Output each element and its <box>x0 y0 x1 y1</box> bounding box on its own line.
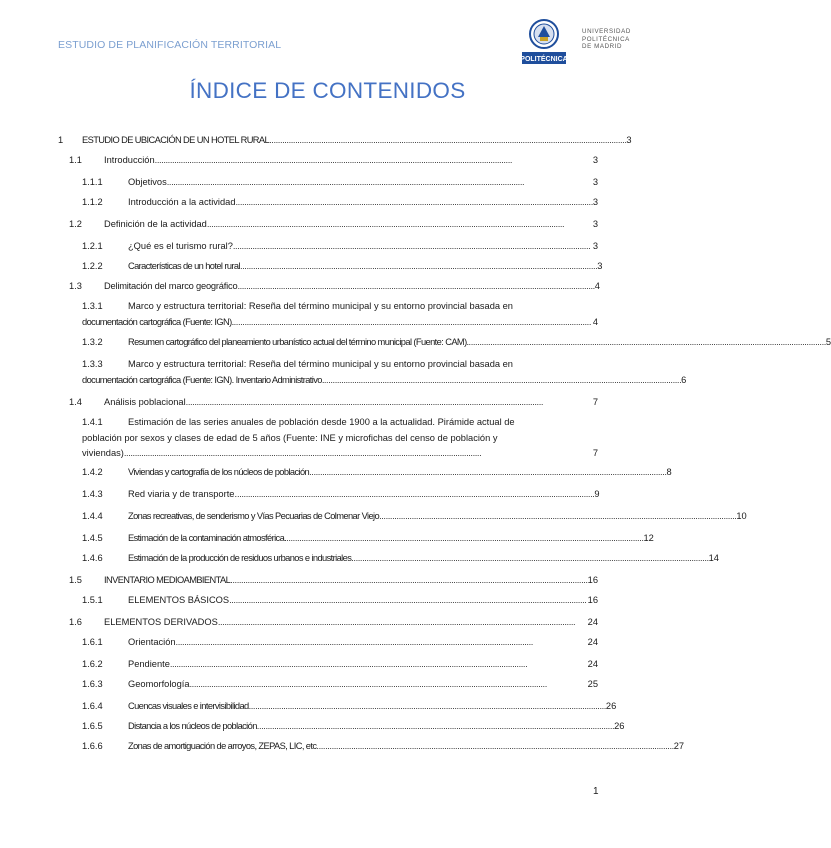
toc-entry-number: 1.4.4 <box>82 511 103 521</box>
toc-entry-number: 1 <box>58 135 64 145</box>
toc-entry-number: 1.2 <box>69 219 82 229</box>
toc-entry-title: Introducción <box>104 155 155 165</box>
toc-entry-number: 1.6.4 <box>82 701 103 711</box>
toc-entry-title: Orientación <box>128 637 176 647</box>
toc-entry-number: 1.3 <box>69 281 82 291</box>
running-header-title: ESTUDIO DE PLANIFICACIÓN TERRITORIAL <box>58 39 282 51</box>
toc-entry-number: 1.4.2 <box>82 467 103 477</box>
toc-entry-number: 1.5.1 <box>82 595 103 605</box>
toc-entry[interactable] <box>82 509 747 525</box>
toc-entry-page: 16 <box>587 575 598 585</box>
toc-entry[interactable] <box>82 487 598 503</box>
university-name-line: UNIVERSIDAD <box>582 28 631 35</box>
toc-entry-number: 1.6.2 <box>82 659 103 669</box>
toc-entry-page: 3 <box>592 177 598 187</box>
toc-entry-title: Distancia a los núcleos de población <box>128 721 257 731</box>
toc-entry[interactable] <box>69 217 598 233</box>
toc-entry-number: 1.5 <box>69 575 82 585</box>
toc-entry-page: 7 <box>592 448 598 458</box>
page-number: 1 <box>593 786 599 797</box>
toc-entry-title: Geomorfología <box>128 679 190 689</box>
toc-entry-number: 1.1.2 <box>82 197 103 207</box>
toc-entry-page: 25 <box>587 679 598 689</box>
toc-entry-title-line: Marco y estructura territorial: Reseña del término municipal y su entorno provincial basada en <box>128 359 513 369</box>
toc-entry-page: 3 <box>592 155 598 165</box>
toc-entry-title: Zonas de amortiguación de arroyos, ZEPAS, LIC, etc <box>128 741 317 751</box>
toc-entry[interactable] <box>82 551 719 567</box>
toc-entry-page: 6 <box>681 374 687 385</box>
university-name-line: POLITÉCNICA <box>582 35 630 43</box>
toc-entry-number: 1.6.5 <box>82 721 103 731</box>
toc-entry-title: ¿Qué es el turismo rural? <box>128 241 233 251</box>
toc-entry[interactable] <box>69 573 598 589</box>
toc-leader-dots <box>155 153 592 169</box>
toc-leader-dots <box>186 395 592 411</box>
toc-leader-dots <box>269 133 625 149</box>
toc-entry-title: Definición de la actividad <box>104 219 207 229</box>
toc-entry[interactable] <box>82 175 598 191</box>
toc-leader-dots <box>234 315 592 331</box>
toc-leader-dots <box>170 657 587 673</box>
toc-leader-dots <box>237 487 593 503</box>
toc-entry-page: 24 <box>587 617 598 627</box>
toc-entry-page: 16 <box>587 595 598 605</box>
toc-leader-dots <box>240 259 596 275</box>
toc-leader-dots <box>229 593 587 609</box>
toc-entry-page: 24 <box>587 659 598 669</box>
toc-entry[interactable] <box>82 677 598 693</box>
toc-entry-title-line: Marco y estructura territorial: Reseña del término municipal y su entorno provincial basada en <box>128 301 513 311</box>
toc-leader-dots <box>167 175 592 191</box>
toc-entry-number: 1.4.3 <box>82 489 103 499</box>
toc-leader-dots <box>379 509 735 525</box>
toc-entry-page: 5 <box>825 337 831 347</box>
toc-entry[interactable] <box>69 615 598 631</box>
toc-leader-dots <box>176 635 587 651</box>
toc-entry[interactable] <box>82 739 685 755</box>
toc-entry-number: 1.2.1 <box>82 241 103 251</box>
toc-entry-number: 1.6.3 <box>82 679 103 689</box>
toc-entry-title: Viviendas y cartografía de los núcleos de población <box>128 467 310 477</box>
toc-leader-dots <box>316 739 672 755</box>
toc-entry-title-line: documentación cartográfica (Fuente: IGN). <box>82 316 234 327</box>
toc-entry-title: INVENTARIO MEDIOAMBIENTAL <box>104 575 231 585</box>
toc-entry-page: 4 <box>592 316 598 327</box>
toc-entry-title: Resumen cartográfico del planeamiento urbanístico actual del término municipal (Fuente: CAM). <box>128 337 469 347</box>
toc-leader-dots <box>233 239 592 255</box>
toc-entry-page: 9 <box>594 489 600 499</box>
toc-entry-title-line: viviendas) <box>82 448 124 458</box>
toc-entry-title: ESTUDIO DE UBICACIÓN DE UN HOTEL RURAL <box>82 135 270 145</box>
toc-leader-dots <box>469 335 825 351</box>
toc-entry[interactable] <box>82 593 598 609</box>
toc-entry-number: 1.1 <box>69 155 82 165</box>
page-title: ÍNDICE DE CONTENIDOS <box>189 78 466 103</box>
toc-entry-number: 1.2.2 <box>82 261 103 271</box>
toc-leader-dots <box>286 531 642 547</box>
toc-entry-page: 14 <box>708 553 719 563</box>
toc-entry-title-line: Estimación de las series anuales de población desde 1900 a la actualidad. Pirámide actual de <box>128 417 515 427</box>
toc-entry[interactable] <box>69 279 598 295</box>
toc-entry[interactable] <box>82 299 598 330</box>
toc-entry[interactable] <box>82 259 603 275</box>
toc-leader-dots <box>309 465 665 481</box>
toc-entry-title: Delimitación del marco geográfico <box>104 281 238 291</box>
toc-entry[interactable] <box>82 465 672 481</box>
toc-entry-number: 1.4.6 <box>82 553 103 563</box>
toc-entry[interactable] <box>69 395 598 411</box>
toc-entry-number: 1.6 <box>69 617 82 627</box>
toc-entry-page: 26 <box>605 701 617 711</box>
toc-entry[interactable] <box>82 699 617 715</box>
toc-entry-number: 1.1.1 <box>82 177 103 187</box>
toc-entry-title: ELEMENTOS BÁSICOS <box>128 595 230 605</box>
toc-entry-title: Características de un hotel rural <box>128 261 240 271</box>
upm-crest-icon <box>522 17 566 65</box>
toc-entry-title-line: población por sexos y clases de edad de 5 años (Fuente: INE y microfichas del censo de población y <box>82 432 498 443</box>
toc-entry-title: Introducción a la actividad <box>128 197 236 207</box>
toc-entry-title: Análisis poblacional <box>104 397 186 407</box>
toc-entry-page: 24 <box>587 637 598 647</box>
toc-leader-dots <box>190 677 587 693</box>
toc-leader-dots <box>124 446 592 462</box>
logo-band-text: POLITÉCNICA <box>520 56 568 63</box>
toc-entry[interactable] <box>82 635 598 651</box>
toc-leader-dots <box>324 373 680 389</box>
toc-leader-dots <box>249 699 605 715</box>
university-name <box>582 28 631 51</box>
toc-entry[interactable] <box>82 239 598 255</box>
toc-entry[interactable] <box>82 657 598 673</box>
toc-entry-number: 1.4.5 <box>82 533 103 543</box>
toc-entry[interactable] <box>82 531 654 547</box>
university-logo <box>518 17 633 65</box>
toc-entry-page: 4 <box>594 281 600 291</box>
toc-entry-page: 3 <box>592 241 598 251</box>
toc-entry-page: 3 <box>626 135 632 145</box>
toc-leader-dots <box>237 279 593 295</box>
toc-entry[interactable] <box>82 357 687 388</box>
toc-entry-page: 3 <box>592 197 598 207</box>
toc-entry-page: 3 <box>597 261 603 271</box>
toc-entry-page: 12 <box>643 533 654 543</box>
toc-entry-number: 1.3.3 <box>82 359 103 369</box>
toc-leader-dots <box>218 615 587 631</box>
toc-entry-page: 26 <box>614 721 625 731</box>
toc-entry-number: 1.3.2 <box>82 337 103 347</box>
toc-entry-number: 1.6.6 <box>82 741 103 751</box>
toc-leader-dots <box>230 573 586 589</box>
toc-entry-title: Objetivos <box>128 177 167 187</box>
toc-entry-page: 3 <box>592 219 598 229</box>
toc-entry-number: 1.4.1 <box>82 417 103 427</box>
toc-leader-dots <box>351 551 707 567</box>
toc-entry-number: 1.3.1 <box>82 301 103 311</box>
toc-entry[interactable] <box>82 335 831 351</box>
toc-entry[interactable] <box>82 415 598 462</box>
toc-entry[interactable] <box>69 153 598 169</box>
toc-entry[interactable] <box>82 719 625 735</box>
toc-entry[interactable] <box>82 195 598 211</box>
toc-leader-dots <box>207 217 592 233</box>
toc-leader-dots <box>236 195 592 211</box>
toc-entry-title: Red viaria y de transporte. <box>128 489 238 499</box>
toc-entry-title-line: documentación cartográfica (Fuente: IGN). Inventario Administrativo. <box>82 374 324 385</box>
toc-entry-title: Zonas recreativas, de senderismo y Vías Pecuarias de Colmenar Viejo <box>128 511 380 521</box>
toc-entry-number: 1.4 <box>69 397 82 407</box>
toc-entry-title: ELEMENTOS DERIVADOS <box>104 617 218 627</box>
toc-entry-title: Cuencas visuales e intervisibilidad <box>128 701 249 711</box>
toc-entry-number: 1.6.1 <box>82 637 103 647</box>
toc-entry-page: 10 <box>736 511 747 521</box>
toc-entry-page: 7 <box>592 397 598 407</box>
toc-entry-title: Estimación de la producción de residuos urbanos e industriales <box>128 553 352 563</box>
toc-leader-dots <box>257 719 613 735</box>
toc-entry-page: 8 <box>666 467 672 477</box>
toc-entry[interactable] <box>58 133 632 149</box>
toc-entry-title: Estimación de la contaminación atmosférica. <box>128 533 287 543</box>
toc-entry-page: 27 <box>673 741 685 751</box>
university-name-line: DE MADRID <box>582 43 623 51</box>
toc-entry-title: Pendiente <box>128 659 170 669</box>
